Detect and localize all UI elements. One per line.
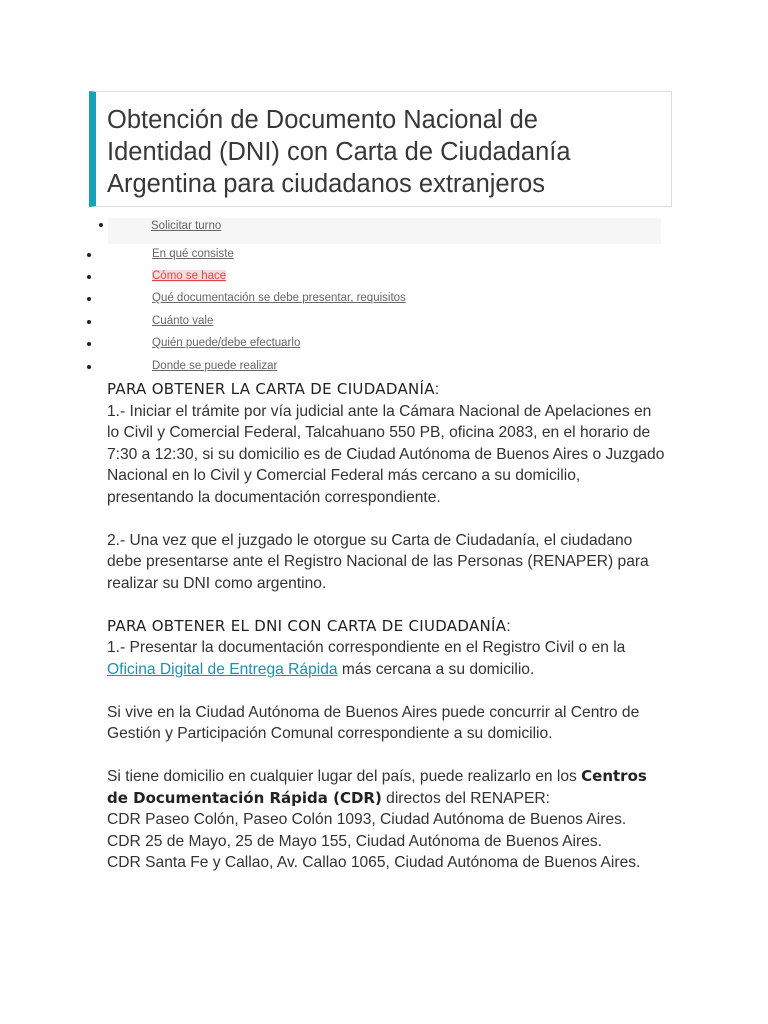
bullet	[87, 342, 91, 346]
bullet	[87, 365, 91, 369]
cdr-address-3: CDR Santa Fe y Callao, Av. Callao 1065, Ciudad Autónoma de Buenos Aires.	[107, 854, 641, 871]
oficina-digital-link[interactable]: Oficina Digital de Entrega Rápida	[107, 660, 338, 678]
section1-heading: PARA OBTENER LA CARTA DE CIUDADANÍA	[107, 380, 435, 398]
menu-item-donde-realizar[interactable]: Donde se puede realizar	[152, 360, 278, 372]
section1-heading-line	[107, 379, 667, 401]
text: Si tiene domicilio en cualquier lugar del país, puede realizarlo en los	[107, 768, 582, 785]
section2-paragraph-3	[107, 766, 667, 809]
section1-paragraph-2: 2.- Una vez que el juzgado le otorgue su Carta de Ciudadanía, el ciudadano debe presentarse ante el Registro Nacional de las Personas (RENAPER) para realizar su DNI como argentino.	[107, 531, 649, 592]
cdr-bold: Centros de Documentación Rápida (CDR)	[107, 767, 647, 807]
text: directos del RENAPER:	[381, 789, 550, 807]
text: más cercana a su domicilio.	[337, 660, 535, 678]
menu-item-documentacion[interactable]: Qué documentación se debe presentar, requisitos	[152, 292, 406, 304]
colon: :	[506, 617, 511, 635]
page-title: Obtención de Documento Nacional de Identidad (DNI) con Carta de Ciudadanía Argentina para ciudadanos extranjeros	[107, 106, 571, 198]
menu-item-cuanto-vale[interactable]: Cuánto vale	[152, 315, 214, 327]
bullet	[87, 297, 91, 301]
cdr-address-1: CDR Paseo Colón, Paseo Colón 1093, Ciudad Autónoma de Buenos Aires.	[107, 811, 627, 828]
menu-item-quien-puede[interactable]: Quién puede/debe efectuarlo	[152, 337, 301, 349]
menu-item-en-que-consiste[interactable]: En qué consiste	[152, 248, 234, 260]
menu-item-como-se-hace[interactable]: Cómo se hace	[152, 270, 227, 282]
bullet	[99, 223, 103, 227]
bullet	[87, 253, 91, 257]
section2-heading-line	[107, 616, 667, 638]
bullet	[87, 320, 91, 324]
main-content	[107, 379, 667, 874]
section2-paragraph-2: Si vive en la Ciudad Autónoma de Buenos Aires puede concurrir al Centro de Gestión y Participación Comunal correspondiente a su domicilio.	[107, 703, 640, 742]
colon: :	[434, 381, 440, 398]
solicitar-turno-link[interactable]: Solicitar turno	[151, 220, 222, 232]
text: 1.- Presentar la documentación correspondiente en el Registro Civil o en la	[107, 639, 626, 656]
section2-heading: PARA OBTENER EL DNI CON CARTA DE CIUDADANÍA	[107, 616, 507, 635]
bullet	[87, 275, 91, 279]
cdr-address-2: CDR 25 de Mayo, 25 de Mayo 155, Ciudad Autónoma de Buenos Aires.	[107, 832, 602, 850]
section1-paragraph-1: 1.- Iniciar el trámite por vía judicial ante la Cámara Nacional de Apelaciones en lo Civil y Comercial Federal, Talcahuano 550 PB, oficina 2083, en el horario de 7:30 a 12:30, si su domicilio es de Ciudad Autónoma de Buenos Aires o Juzgado Nacional en lo Civil y Comercial Federal más cercano a su domicilio, presentando la documentación correspondiente.	[107, 402, 665, 506]
section2-paragraph-1	[107, 637, 667, 680]
page-title-box	[89, 91, 672, 207]
